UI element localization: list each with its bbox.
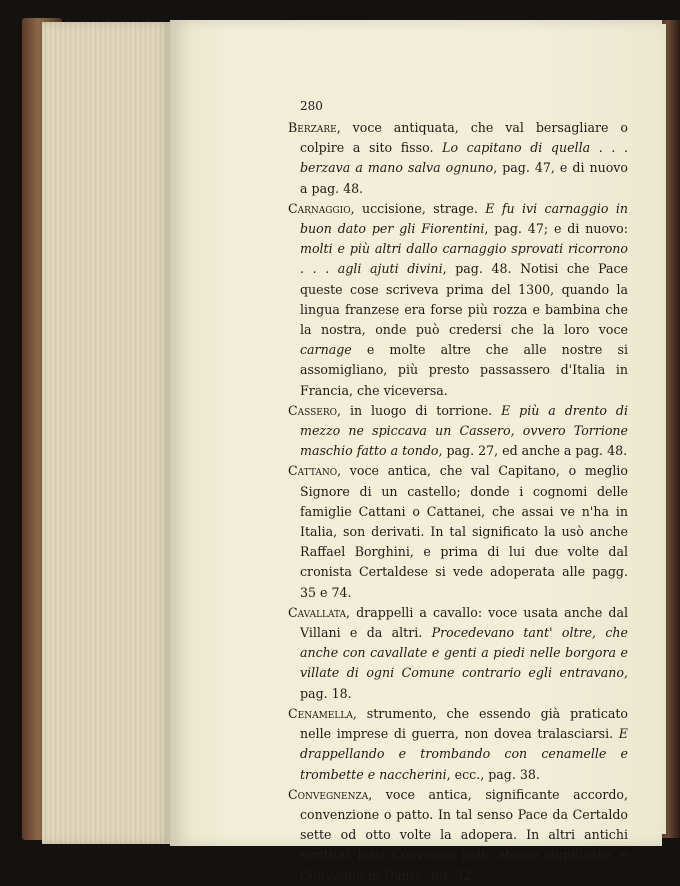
entry-term: Cavallata — [288, 604, 347, 620]
entry-quote: carnage — [300, 342, 352, 358]
facing-page-edge — [660, 24, 666, 834]
entry-text: in Dante, Inf. 32. — [363, 867, 476, 883]
entry-quote: Procedevano tant' oltre, che anche con cavallate e genti a piedi nelle borgora e villate di ogni Comune contrario egli entravano — [300, 625, 628, 681]
entry-text: e molte altre che alle nostre si assomigliano, più presto passassero d'Italia in Francia, che viceversa. — [300, 342, 628, 398]
entry-quote: E fu ivi carnaggio in buon dato per gli Fiorentini — [300, 200, 628, 237]
entry-text: , strumento, che essendo già praticato nelle imprese di guerra, non dovea tralasciarsi. — [300, 705, 628, 742]
entry-quote: Lo capitano di quella . . . berzava a mano salva ognuno — [300, 140, 628, 176]
entry-text: , uccisione, strage. — [350, 200, 486, 216]
entry-convegnenza — [288, 785, 628, 886]
entry-cavallata — [288, 603, 628, 704]
entry-quote: E drappellando e trombando con cenamelle e trombette e naccherini — [300, 726, 628, 782]
entry-quote: Convegna — [391, 847, 456, 863]
entry-text: , voce antiquata, che val bersagliare o colpire a sito fisso. — [300, 120, 628, 156]
entry-text: , voce antica, che val Capitano, o meglio Signore di un castello; donde i cognomi delle famiglie Cattani o Cattanei, che assai ve n'ha in Italia, son derivati. In tal significato la usò anche Raffael Borghini, e prima di lui due volte dal cronista Certaldese si vede adoperata alle pagg. 35 e 74. — [300, 463, 628, 600]
entry-text: , drappelli a cavallo: voce usata anche dal Villani e da altri. — [300, 604, 628, 641]
entry-text: , pag. 18. — [300, 665, 628, 701]
entry-term: Carnaggio — [288, 200, 351, 216]
entry-text: , in luogo di torrione. — [337, 402, 502, 418]
entry-text: , ecc., pag. 38. — [446, 766, 540, 782]
entry-text: , pag. 47; e di nuovo: — [484, 221, 628, 237]
entry-text: , voce antica, significante accordo, convenzione o patto. In tal senso Pace da Certaldo sette od otto volte la adopera. In altri antichi scrittori lessi — [300, 786, 628, 863]
entry-term: Berzare — [288, 120, 337, 135]
entry-carnaggio — [288, 199, 628, 401]
entry-cattano — [288, 461, 628, 602]
entry-cenamella — [288, 704, 628, 785]
page-stack-edge — [42, 22, 172, 844]
entry-text: , pag. 47, e di nuovo a pag. 48. — [300, 160, 628, 196]
entry-quote: E più a drento di mezzo ne spiccava un Cassero, ovvero Torrione maschio fatto a tondo — [300, 402, 628, 459]
entry-term: Cenamella — [288, 705, 353, 721]
entry-term: Cassero — [288, 402, 338, 418]
entry-text: , pag. 27, ed anche a pag. 48. — [438, 443, 628, 459]
entry-quote: molti e più altri dallo carnaggio sprovati ricorrono . . . agli ajuti divini — [300, 241, 628, 277]
entry-term: Convegnenza — [288, 786, 369, 802]
entry-text: , pag. 48. Notisi che Pace queste cose scriveva prima del 1300, quando la lingua franzese era forse più rozza e bambina che la nostra, onde può credersi che la loro voce — [300, 261, 629, 338]
entry-quote: Convegno — [300, 867, 364, 883]
glossary-entries — [288, 118, 628, 886]
page-number: 280 — [300, 99, 323, 113]
entry-berzare — [288, 118, 628, 199]
entry-cassero — [288, 401, 628, 462]
entry-term: Cattano — [288, 463, 338, 479]
glossary-text — [288, 98, 628, 886]
entry-text: nello stesso significato, e — [455, 847, 628, 863]
